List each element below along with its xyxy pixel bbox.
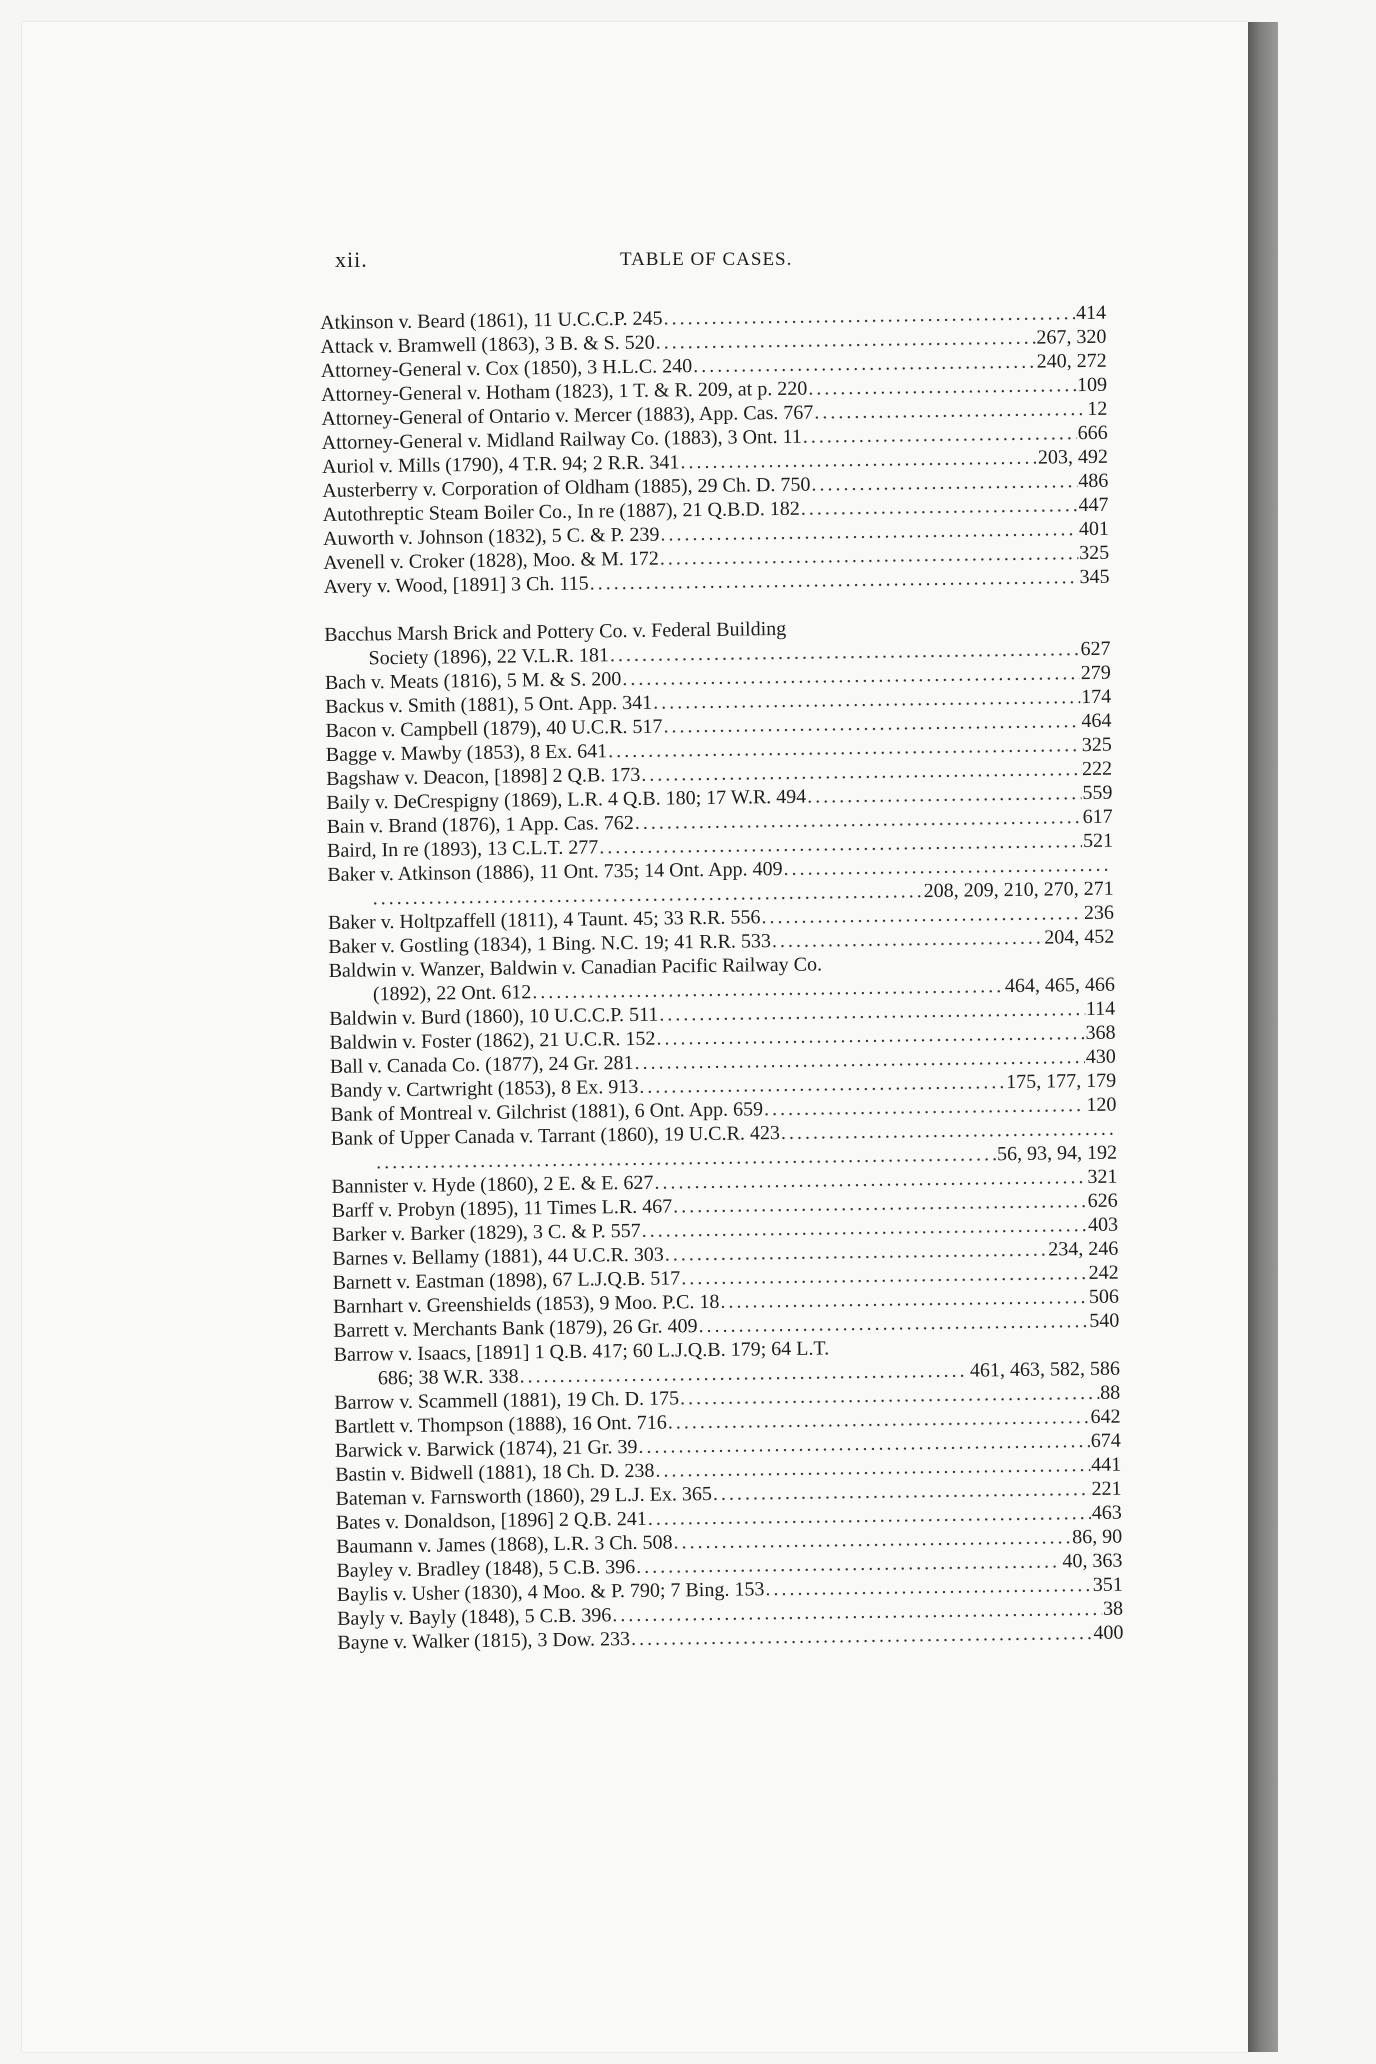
entry-pages: 400: [1093, 1621, 1124, 1644]
entry-pages: 86, 90: [1071, 1525, 1123, 1549]
entry-pages: 222: [1081, 757, 1113, 781]
entry-pages: 120: [1086, 1093, 1117, 1117]
entry-text: Austerberry v. Corporation of Oldham (1885), 29 Ch. D. 750: [322, 473, 811, 502]
entry-pages: 321: [1087, 1165, 1118, 1189]
entry-text: Autothreptic Steam Boiler Co., In re (1887), 21 Q.B.D. 182: [322, 497, 800, 526]
entry-text: Bateman v. Farnsworth (1860), 29 L.J. Ex. 365: [335, 1482, 713, 1510]
entry-pages: 279: [1080, 661, 1111, 685]
entry-text: Baylis v. Usher (1830), 4 Moo. & P. 790; 7 Bing. 153: [336, 1578, 765, 1606]
entry-text: Ball v. Canada Co. (1877), 24 Gr. 281: [329, 1051, 634, 1078]
entry-pages: 430: [1085, 1045, 1116, 1069]
entry-pages: 461, 463, 582, 586: [969, 1357, 1121, 1382]
entry-pages: 540: [1089, 1309, 1120, 1333]
entry-pages: 175, 177, 179: [1006, 1069, 1117, 1094]
entry-pages: 204, 452: [1044, 925, 1115, 949]
entry-pages: 325: [1079, 541, 1110, 565]
entry-pages: 617: [1082, 805, 1113, 829]
entry-pages: 351: [1092, 1573, 1123, 1596]
entries-group-c: [328, 901, 1115, 959]
entry-text: Baldwin v. Foster (1862), 21 U.C.R. 152: [329, 1027, 656, 1054]
entries-group-b: [325, 661, 1113, 863]
entry-pages: 401: [1078, 517, 1110, 541]
entry-text: Bartlett v. Thompson (1888), 16 Ont. 716: [334, 1411, 667, 1438]
entry-pages: 403: [1087, 1213, 1119, 1237]
entry-text: Atkinson v. Beard (1861), 11 U.C.C.P. 245: [320, 307, 663, 334]
book-spine-shadow: [1248, 22, 1278, 2052]
entry-pages: 521: [1082, 829, 1114, 853]
entry-pages: 486: [1078, 469, 1109, 493]
entry-pages: 221: [1091, 1477, 1122, 1501]
dot-leader: [811, 469, 1077, 496]
entry-text: Auworth v. Johnson (1832), 5 C. & P. 239: [322, 523, 660, 550]
entry-pages: 447: [1078, 493, 1109, 517]
entry-text: Baker v. Holtpzaffell (1811), 4 Taunt. 45; 33 R.R. 556: [327, 906, 761, 934]
dot-leader: [698, 1309, 1088, 1338]
entry-pages: 666: [1077, 421, 1108, 445]
entry-text: 686; 38 W.R. 338: [377, 1365, 519, 1390]
entry-text: Bates v. Donaldson, [1896] 2 Q.B. 241: [335, 1507, 647, 1534]
entry-text: Baumann v. James (1868), L.R. 3 Ch. 508: [336, 1531, 673, 1558]
entry-pages: 626: [1087, 1189, 1118, 1213]
entry-text: Barff v. Probyn (1895), 11 Times L.R. 467: [331, 1195, 673, 1222]
entry-pages: 368: [1085, 1021, 1116, 1045]
entry-text: Bacon v. Campbell (1879), 40 U.C.R. 517: [325, 715, 663, 742]
entry-text: Bagge v. Mawby (1853), 8 Ex. 641: [325, 740, 608, 766]
entry-text: Barrow v. Isaacs, [1891] 1 Q.B. 417; 60 L.J.Q.B. 179; 64 L.T.: [333, 1337, 830, 1366]
page-number: xii.: [335, 247, 368, 272]
entry-pages: 464: [1081, 709, 1112, 733]
running-head: TABLE OF CASES.: [620, 249, 793, 270]
entries-group-d: [329, 997, 1117, 1127]
entry-pages: 506: [1088, 1285, 1120, 1309]
entry-text: Bank of Montreal v. Gilchrist (1881), 6 Ont. App. 659: [330, 1098, 764, 1126]
entry-text: Bayley v. Bradley (1848), 5 C.B. 396: [336, 1555, 636, 1582]
entry-pages: 174: [1080, 685, 1112, 709]
entry-pages: 203, 492: [1037, 445, 1109, 469]
entry-text: Bayly v. Bayly (1848), 5 C.B. 396: [336, 1604, 612, 1630]
entry-text: Bach v. Meats (1816), 5 M. & S. 200: [324, 668, 622, 694]
entry-text: Attorney-General v. Hotham (1823), 1 T. & R. 209, at p. 220: [320, 377, 808, 406]
entry-pages: 240, 272: [1036, 349, 1107, 373]
entry-text: Bannister v. Hyde (1860), 2 E. & E. 627: [331, 1171, 654, 1198]
entry-text: Bayne v. Walker (1815), 3 Dow. 233: [337, 1628, 631, 1654]
entry-pages: 414: [1075, 301, 1107, 325]
entry-pages: 267, 320: [1036, 325, 1107, 349]
dot-leader: [814, 397, 1086, 425]
entry-text: (1892), 22 Ont. 612: [372, 981, 532, 1006]
entry-text: Bain v. Brand (1876), 1 App. Cas. 762: [326, 811, 634, 838]
entry-text: Barnett v. Eastman (1898), 67 L.J.Q.B. 517: [332, 1267, 681, 1294]
entry-text: Barrow v. Scammell (1881), 19 Ch. D. 175: [334, 1387, 680, 1414]
entry-text: Barnhart v. Greenshields (1853), 9 Moo. P.C. 18: [332, 1290, 720, 1318]
entry-text: Bandy v. Cartwright (1853), 8 Ex. 913: [330, 1075, 639, 1102]
entry-pages: 88: [1100, 1381, 1121, 1404]
entry-pages: 345: [1079, 565, 1110, 589]
dot-leader: [801, 493, 1078, 521]
entry-pages: 56, 93, 94, 192: [996, 1141, 1118, 1166]
entry-text: Bacchus Marsh Brick and Pottery Co. v. Federal Building: [324, 617, 787, 646]
case-index: [320, 301, 1124, 1655]
entries-group-f: [334, 1381, 1123, 1655]
entry-pages: 463: [1091, 1501, 1122, 1524]
entry-text: Avenell v. Croker (1828), Moo. & M. 172: [323, 547, 659, 574]
entry-text: Baily v. DeCrespigny (1869), L.R. 4 Q.B. 180; 17 W.R. 494: [326, 785, 807, 814]
entry-text: Society (1896), 22 V.L.R. 181: [368, 644, 610, 670]
entry-pages: 642: [1090, 1405, 1121, 1429]
entry-pages: 208, 209, 210, 270, 271: [923, 877, 1114, 903]
entry-text: Baldwin v. Wanzer, Baldwin v. Canadian Pacific Railway Co.: [328, 953, 823, 982]
entry-text: Avery v. Wood, [1891] 3 Ch. 115: [323, 572, 589, 598]
entry-pages: 12: [1087, 397, 1108, 420]
entry-pages: 234, 246: [1048, 1237, 1119, 1261]
entry-text: Bagshaw v. Deacon, [1898] 2 Q.B. 173: [325, 763, 641, 790]
entry-text: Attorney-General v. Cox (1850), 3 H.L.C. 240: [320, 355, 693, 382]
entry-pages: 325: [1081, 733, 1112, 757]
entry-text: Baker v. Gostling (1834), 1 Bing. N.C. 19; 41 R.R. 533: [328, 930, 772, 958]
entry-text: Baldwin v. Burd (1860), 10 U.C.C.P. 511: [329, 1003, 659, 1030]
entry-pages: 40, 363: [1062, 1549, 1123, 1573]
entries-group-a: [320, 301, 1110, 599]
dot-leader: [807, 781, 1081, 809]
entry-text: Bank of Upper Canada v. Tarrant (1860), 19 U.C.R. 423: [330, 1122, 781, 1150]
entry-text: Attorney-General v. Midland Railway Co. (1883), 3 Ont. 11: [321, 425, 802, 454]
entry-text: Attorney-General of Ontario v. Mercer (1883), App. Cas. 767: [321, 401, 814, 430]
entry-text: Barrett v. Merchants Bank (1879), 26 Gr. 409: [333, 1315, 698, 1342]
entry-text: Backus v. Smith (1881), 5 Ont. App. 341: [325, 691, 653, 718]
entry-pages: 109: [1076, 373, 1108, 397]
dot-leader: [772, 926, 1044, 954]
entry-pages: 559: [1082, 781, 1113, 805]
page-header: [335, 247, 1085, 277]
entry-pages: 441: [1091, 1453, 1122, 1477]
entries-group-e: [331, 1165, 1119, 1343]
entry-pages: 114: [1085, 997, 1116, 1021]
dot-leader: [803, 421, 1077, 449]
entry-text: Barnes v. Bellamy (1881), 44 U.C.R. 303: [332, 1243, 664, 1270]
dot-leader: [808, 373, 1076, 401]
entry-pages: 464, 465, 466: [1004, 973, 1116, 998]
entry-text: Bastin v. Bidwell (1881), 18 Ch. D. 238: [335, 1459, 655, 1486]
entry-text: Auriol v. Mills (1790), 4 T.R. 94; 2 R.R. 341: [321, 451, 680, 478]
entry-text: Baird, In re (1893), 13 C.L.T. 277: [326, 836, 599, 862]
entry-text: Barker v. Barker (1829), 3 C. & P. 557: [331, 1219, 641, 1246]
entry-pages: 38: [1102, 1597, 1124, 1620]
entry-pages: 236: [1083, 901, 1115, 925]
entry-text: Attack v. Bramwell (1863), 3 B. & S. 520: [320, 331, 655, 358]
entry-pages: 627: [1080, 637, 1111, 661]
entry-pages: 674: [1090, 1429, 1121, 1453]
entry-text: Barwick v. Barwick (1874), 21 Gr. 39: [334, 1435, 638, 1462]
entry-text: Baker v. Atkinson (1886), 11 Ont. 735; 14 Ont. App. 409: [327, 857, 783, 886]
entry-pages: 242: [1088, 1261, 1119, 1285]
